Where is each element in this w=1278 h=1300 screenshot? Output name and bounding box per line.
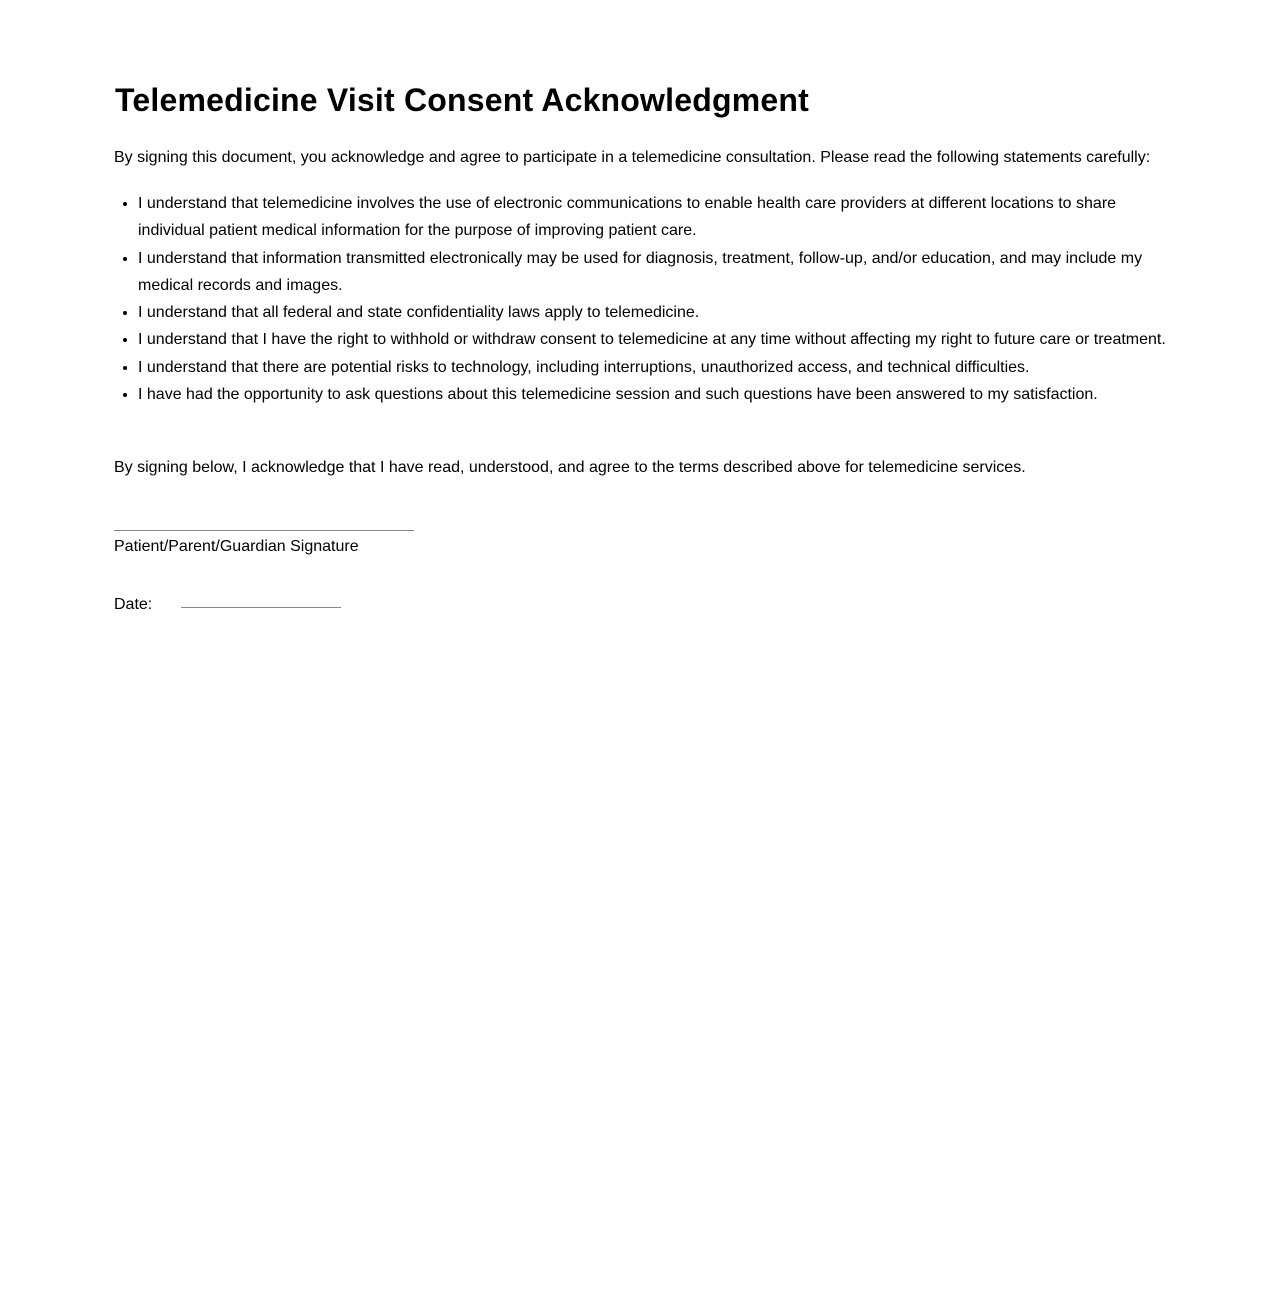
date-line[interactable] [181,607,341,608]
date-label: Date: [114,596,153,613]
statement-list [114,190,1174,408]
statement-item: • I understand that I have the right to withhold or withdraw consent to telemedicine at any time without affecting my right to future care or treatment. [138,326,1174,353]
statement-item: • I understand that there are potential risks to technology, including interruptions, unauthorized access, and technical difficulties. [138,354,1174,381]
signature-line[interactable] [114,530,414,531]
statement-item: • I understand that telemedicine involves the use of electronic communications to enable health care providers at different locations to share individual patient medical information for the purpose of improving patient care. [138,190,1174,245]
document-title: Telemedicine Visit Consent Acknowledgment [115,82,809,118]
statement-item: • I understand that all federal and state confidentiality laws apply to telemedicine. [138,299,1174,326]
signature-label: Patient/Parent/Guardian Signature [114,538,359,555]
statement-item: • I understand that information transmitted electronically may be used for diagnosis, treatment, follow-up, and/or education, and may include my medical records and images. [138,245,1174,300]
statement-item: • I have had the opportunity to ask questions about this telemedicine session and such questions have been answered to my satisfaction. [138,381,1174,408]
intro-paragraph: By signing this document, you acknowledge and agree to participate in a telemedicine consultation. Please read the following statements carefully: [114,149,1151,166]
closing-paragraph: By signing below, I acknowledge that I have read, understood, and agree to the terms described above for telemedicine services. [114,459,1026,476]
